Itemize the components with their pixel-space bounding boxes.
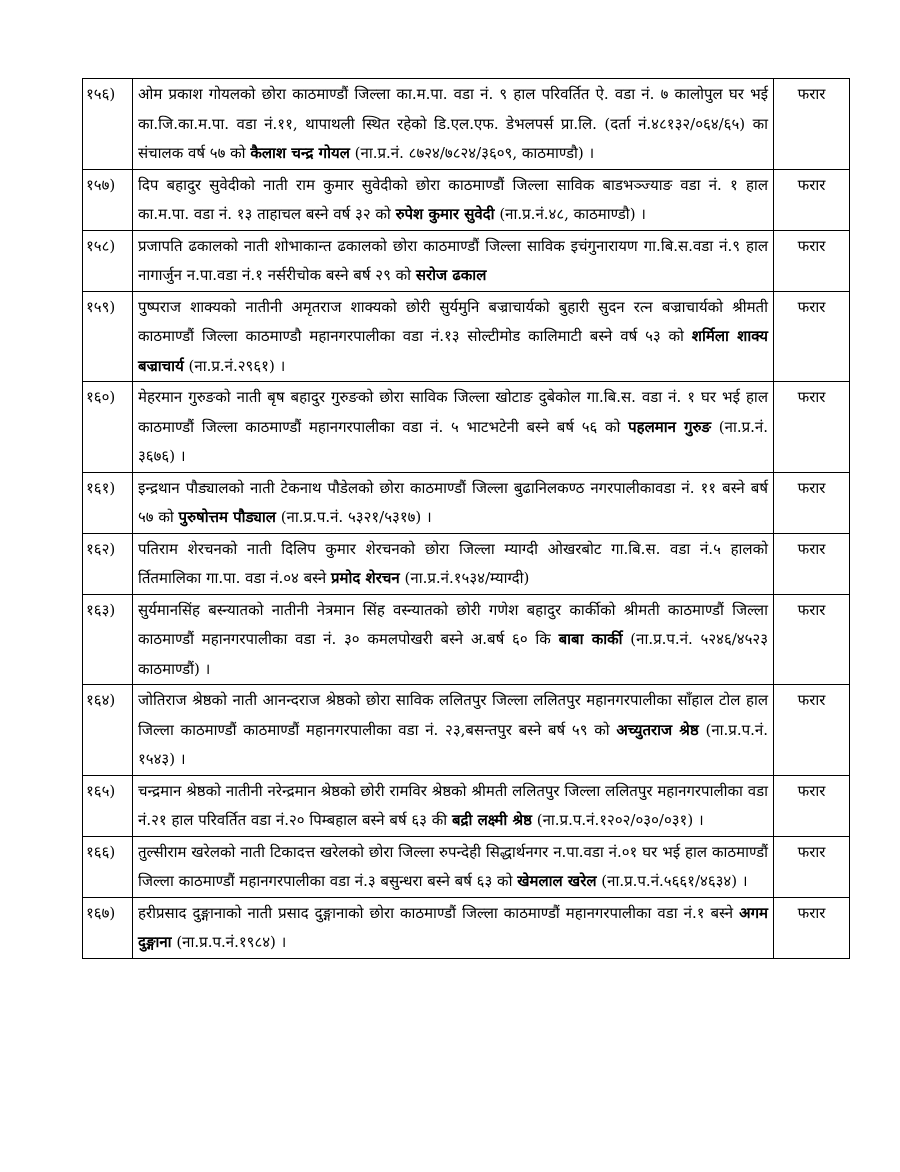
row-number: १५९) (83, 291, 133, 382)
row-description (133, 472, 774, 533)
row-number: १६५) (83, 775, 133, 836)
citizenship-text: (ना.प्र.प.नं.१९८४) । (171, 933, 287, 951)
person-name: कैलाश चन्द्र गोयल (250, 144, 350, 162)
citizenship-text: (ना.प्र.प.नं.५६६१/४६३४) । (596, 872, 748, 890)
row-status: फरार (774, 897, 850, 958)
citizenship-text: (ना.प्र.नं.२९६१) । (183, 356, 286, 375)
row-description (133, 775, 774, 836)
person-name: सरोज ढकाल (415, 266, 487, 284)
person-name: बाबा कार्की (558, 630, 623, 648)
row-status: फरार (774, 382, 850, 473)
description-text: पुष्पराज शाक्यको नातीनी अमृतराज शाक्यको छोरी सुर्यमुनि बज्राचार्यको बुहारी सुदन रत्न बज्राचार्यको श्रीमती काठमाण्डौं जिल्ला काठमाण्डौ महानगरपालीका वडा नं.१३ सोल्टीमोड कालिमाटी बस्ने वर्ष ५३ को (138, 297, 768, 345)
row-number: १५७) (83, 169, 133, 230)
row-description (133, 79, 774, 170)
table-row (83, 897, 850, 958)
row-description (133, 533, 774, 594)
description-text: चन्द्रमान श्रेष्ठको नातीनी नरेन्द्रमान श्रेष्ठको छोरी रामविर श्रेष्ठको श्रीमती ललितपुर जिल्ला ललितपुर महानगरपालीका वडा नं.२१ हाल परिवर्तित वडा नं.२० पिम्बहाल बस्ने बर्ष ६३ की (138, 781, 768, 829)
row-status: फरार (774, 79, 850, 170)
person-name: खेमलाल खरेल (517, 872, 597, 890)
person-name: पहलमान गुरुङ (628, 417, 712, 436)
table-row (83, 382, 850, 473)
citizenship-text: (ना.प्र.नं. ८७२४/७८२४/३६०९, काठमाण्डौ) । (349, 144, 595, 162)
description-text: इन्द्रथान पौड्यालको नाती टेकनाथ पौडेलको छोरा काठमाण्डौं जिल्ला बुढानिलकण्ठ नगरपालीकावडा नं. ११ बस्ने बर्ष ५७ को (138, 478, 768, 526)
citizenship-text: (ना.प्र.नं.१५३४/म्याग्दी) (399, 569, 530, 587)
row-number: १६१) (83, 472, 133, 533)
table-row (83, 472, 850, 533)
citizenship-text: (ना.प्र.नं. ३६७६) । (138, 417, 769, 465)
description-text: प्रजापति ढकालको नाती शोभाकान्त ढकालको छोरा काठमाण्डौं जिल्ला साविक इचंगुनारायण गा.बि.स.वडा नं.९ हाल नागार्जुन न.पा.वडा नं.१ नर्सरीचोक बस्ने बर्ष २९ को (138, 236, 768, 284)
person-name: अगम दुङ्गाना (138, 903, 768, 951)
row-status: फरार (774, 594, 850, 685)
citizenship-text: (ना.प्र.प.नं.१२०२/०३०/०३१) । (531, 811, 704, 829)
document-page (82, 78, 850, 959)
description-text: जोतिराज श्रेष्ठको नाती आनन्दराज श्रेष्ठको छोरा साविक ललितपुर जिल्ला ललितपुर महानगरपालीका साँहाल टोल हाल जिल्ला काठमाण्डौं काठमाण्डौं महानगरपालीका वडा नं. २३,बसन्तपुर बस्ने बर्ष ५९ को (138, 691, 768, 739)
person-name: प्रमोद शेरचन (330, 569, 400, 587)
row-number: १५६) (83, 79, 133, 170)
row-description (133, 897, 774, 958)
accused-table (82, 78, 850, 959)
row-status: फरार (774, 169, 850, 230)
table-row (83, 685, 850, 776)
row-description (133, 685, 774, 776)
description-text: तुल्सीराम खरेलको नाती टिकादत्त खरेलको छोरा जिल्ला रुपन्देही सिद्धार्थनगर न.पा.वडा नं.०१ घर भई हाल काठमाण्डौं जिल्ला काठमाण्डौं महानगरपालीका वडा नं.३ बसुन्धरा बस्ने बर्ष ६३ को (138, 842, 768, 890)
person-name: शर्मिला शाक्य बज्राचार्य (138, 327, 768, 375)
table-row (83, 291, 850, 382)
row-status: फरार (774, 230, 850, 291)
row-description (133, 836, 774, 897)
table-row (83, 836, 850, 897)
citizenship-text: (ना.प्र.प.नं. १५४३) । (138, 720, 768, 768)
citizenship-text: (ना.प्र.प.नं. ५२४६/४५२३ काठमाण्डौं) । (138, 630, 769, 678)
table-row (83, 230, 850, 291)
row-status: फरार (774, 685, 850, 776)
row-description (133, 230, 774, 291)
description-text: सुर्यमानसिंह बस्न्यातको नातीनी नेत्रमान सिंह वस्न्यातको छोरी गणेश बहादुर कार्कीको श्रीमती काठमाण्डौं जिल्ला काठमाण्डौं महानगरपालीका वडा नं. ३० कमलपोखरी बस्ने अ.बर्ष ६० कि (138, 600, 768, 648)
table-row (83, 533, 850, 594)
description-text: हरीप्रसाद दुङ्गानाको नाती प्रसाद दुङ्गानाको छोरा काठमाण्डौं जिल्ला काठमाण्डौं महानगरपालीका वडा नं.१ बस्ने (138, 903, 740, 922)
row-description (133, 169, 774, 230)
table-row (83, 594, 850, 685)
row-number: १५८) (83, 230, 133, 291)
row-number: १६०) (83, 382, 133, 473)
person-name: बद्री लक्ष्मी श्रेष्ठ (451, 811, 532, 829)
row-number: १६६) (83, 836, 133, 897)
row-number: १६४) (83, 685, 133, 776)
person-name: अच्युतराज श्रेष्ठ (616, 720, 699, 739)
person-name: रुपेश कुमार सुवेदी (395, 205, 495, 223)
row-number: १६३) (83, 594, 133, 685)
table-row (83, 79, 850, 170)
row-description (133, 594, 774, 685)
description-text: दिप बहादुर सुवेदीको नाती राम कुमार सुवेदीको छोरा काठमाण्डौं जिल्ला साविक बाडभञ्ज्याङ वडा नं. १ हाल का.म.पा. वडा नं. १३ ताहाचल बस्ने वर्ष ३२ को (138, 175, 768, 223)
person-name: पुरुषोत्तम पौड्याल (178, 508, 276, 526)
row-status: फरार (774, 533, 850, 594)
description-text: ओम प्रकाश गोयलको छोरा काठमाण्डौं जिल्ला का.म.पा. वडा नं. ९ हाल परिवर्तित ऐ. वडा नं. ७ कालोपुल घर भई का.जि.का.म.पा. वडा नं.११, थापाथली स्थित रहेको डि.एल.एफ. डेभलपर्स प्रा.लि. (दर्ता नं.४८१३२/०६४/६५) का संचालक वर्ष ५७ को (138, 85, 768, 162)
description-text: पतिराम शेरचनको नाती दिलिप कुमार शेरचनको छोरा जिल्ला म्याग्दी ओखरबोट गा.बि.स. वडा नं.५ हालको र्तितमालिका गा.पा. वडा नं.०४ बस्ने (138, 539, 768, 587)
table-row (83, 775, 850, 836)
row-number: १६७) (83, 897, 133, 958)
citizenship-text: (ना.प्र.नं.४८, काठमाण्डौ) । (494, 205, 646, 223)
table-row (83, 169, 850, 230)
row-status: फरार (774, 291, 850, 382)
row-description (133, 291, 774, 382)
row-status: फरार (774, 836, 850, 897)
citizenship-text: (ना.प्र.प.नं. ५३२१/५३१७) । (275, 508, 432, 526)
row-status: फरार (774, 775, 850, 836)
row-description (133, 382, 774, 473)
row-status: फरार (774, 472, 850, 533)
description-text: मेहरमान गुरुङको नाती बृष बहादुर गुरुङको छोरा साविक जिल्ला खोटाङ दुबेकोल गा.बि.स. वडा नं. १ घर भई हाल काठमाण्डौं जिल्ला काठमाण्डौं महानगरपालीका वडा नं. ५ भाटभटेनी बस्ने बर्ष ५६ को (138, 388, 768, 436)
row-number: १६२) (83, 533, 133, 594)
